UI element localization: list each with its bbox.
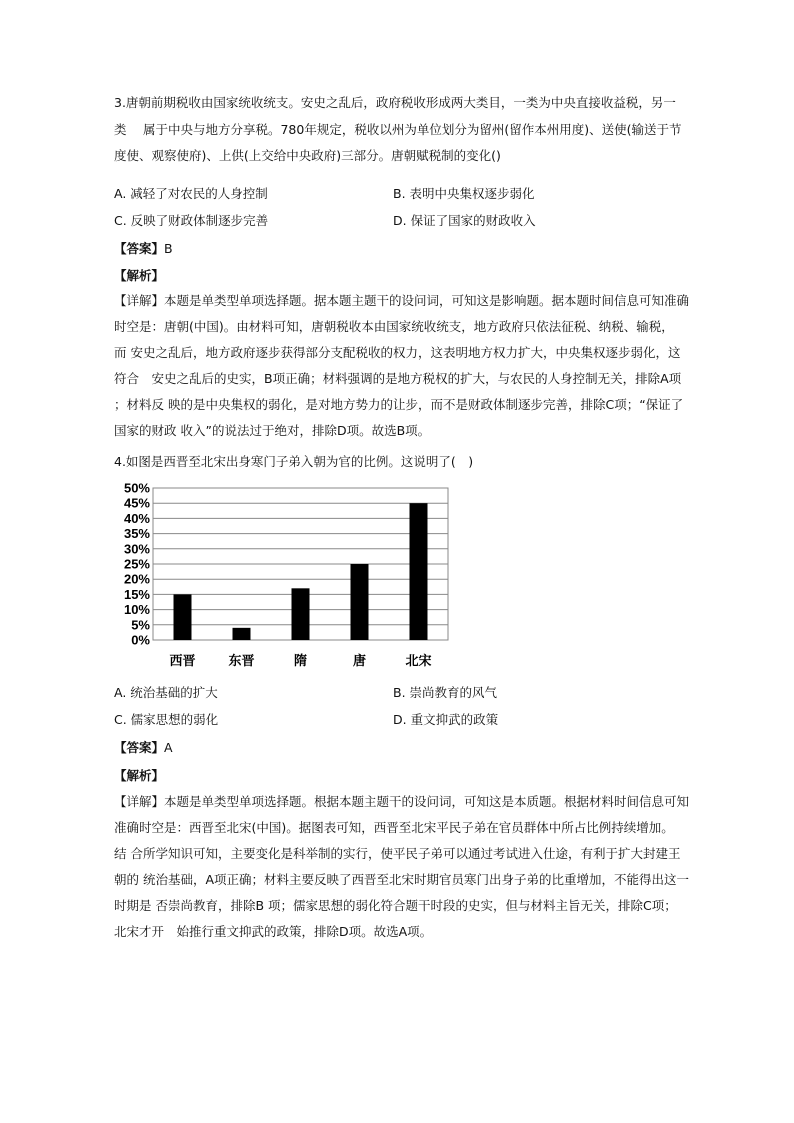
q4-detail-line-2: 准确时空是：西晋至北宋(中国)。据图表可知，西晋至北宋平民子弟在官员群体中所占比例持续增加。 bbox=[114, 820, 674, 835]
y-tick-label: 35% bbox=[123, 526, 150, 542]
bar-3 bbox=[292, 588, 310, 640]
bar-2 bbox=[233, 628, 251, 640]
y-tick-label: 25% bbox=[123, 556, 150, 572]
q4-answer-value: A bbox=[164, 740, 173, 755]
q4-option-c: C. 儒家思想的弱化 bbox=[114, 712, 219, 727]
q3-detail-line-3: 而 安史之乱后，地方政府逐步获得部分支配税收的权力，这表明地方权力扩大，中央集权逐步弱化，这 bbox=[114, 345, 681, 360]
y-tick-label: 30% bbox=[123, 541, 150, 557]
q3-option-a: A. 减轻了对农民的人身控制 bbox=[114, 186, 268, 201]
bar-1 bbox=[174, 594, 192, 640]
q3-answer bbox=[114, 239, 173, 257]
y-tick-label: 50% bbox=[123, 480, 150, 496]
chart-bars bbox=[174, 503, 428, 640]
x-category-label: 西晋 bbox=[169, 654, 196, 669]
q4-detail-line-4: 朝的 统治基础，A项正确；材料主要反映了西晋至北宋时期官员寒门出身子弟的比重增加，不能得出这一 bbox=[114, 872, 690, 887]
q3-option-d: D. 保证了国家的财政收入 bbox=[393, 213, 536, 228]
y-tick-label: 0% bbox=[131, 632, 150, 648]
q3-detail-line-4: 符合 安史之乱后的史实，B项正确；材料强调的是地方税权的扩大，与农民的人身控制无关，排除A项 bbox=[114, 371, 682, 386]
q3-option-c: C. 反映了财政体制逐步完善 bbox=[114, 213, 269, 228]
y-tick-label: 40% bbox=[123, 510, 150, 526]
q4-detail-line-3: 结 合所学知识可知，主要变化是科举制的实行，使平民子弟可以通过考试进入仕途，有利于扩大封建王 bbox=[114, 846, 681, 861]
q3-detail-line-1: 【详解】本题是单类型单项选择题。据本题主题干的设问词，可知这是影响题。据本题时间信息可知准确 bbox=[114, 293, 690, 308]
q4-option-d: D. 重文抑武的政策 bbox=[393, 712, 499, 727]
chart-y-axis bbox=[124, 481, 150, 648]
bar-chart bbox=[110, 478, 460, 673]
q4-detail-line-1: 【详解】本题是单类型单项选择题。根据本题主题干的设问词，可知这是本质题。根据材料时间信息可知 bbox=[114, 794, 690, 809]
y-tick-label: 5% bbox=[131, 617, 150, 633]
q3-detail-line-6: 国家的财政 收入”的说法过于绝对，排除D项。故选B项。 bbox=[114, 423, 431, 438]
y-tick-label: 45% bbox=[123, 495, 150, 511]
y-tick-label: 20% bbox=[123, 571, 150, 587]
q3-stem-line-2: 类 属于中央与地方分享税。780年规定，税收以州为单位划分为留州(留作本州用度)、送使(输送于节 bbox=[114, 122, 682, 137]
q3-answer-label: 【答案】 bbox=[114, 241, 165, 256]
x-category-label: 北宋 bbox=[405, 654, 432, 669]
q4-option-a: A. 统治基础的扩大 bbox=[114, 685, 218, 700]
q3-stem-line-3: 度使、观察使府)、上供(上交给中央政府)三部分。唐朝赋税制的变化() bbox=[114, 148, 501, 163]
q3-answer-value: B bbox=[164, 241, 173, 256]
q4-detail-line-6: 北宋才开 始推行重文抑武的政策，排除D项。故选A项。 bbox=[114, 924, 433, 939]
bar-4 bbox=[351, 564, 369, 640]
q3-analysis-label: 【解析】 bbox=[114, 268, 165, 283]
x-category-label: 唐 bbox=[352, 654, 367, 669]
x-category-label: 东晋 bbox=[228, 654, 255, 669]
q3-stem-line-1: 3.唐朝前期税收由国家统收统支。安史之乱后，政府税收形成两大类目，一类为中央直接收益税，另一 bbox=[114, 95, 676, 110]
y-tick-label: 10% bbox=[123, 602, 150, 618]
q3-detail-line-5: ；材料反 映的是中央集权的弱化，是对地方势力的让步，而不是财政体制逐步完善，排除C项；“保证了 bbox=[114, 397, 684, 412]
q4-option-b: B. 崇尚教育的风气 bbox=[393, 685, 498, 700]
x-category-label: 隋 bbox=[293, 654, 308, 669]
q4-detail-line-5: 时期是 否崇尚教育，排除B 项；儒家思想的弱化符合题干时段的史实，但与材料主旨无关，排除C项； bbox=[114, 898, 677, 913]
chart-x-axis bbox=[169, 653, 431, 669]
q3-option-b: B. 表明中央集权逐步弱化 bbox=[393, 186, 535, 201]
q4-stem: 4.如图是西晋至北宋出身寒门子弟入朝为官的比例。这说明了( ) bbox=[114, 454, 474, 469]
q4-analysis-label: 【解析】 bbox=[114, 768, 165, 783]
bar-5 bbox=[410, 503, 428, 640]
y-tick-label: 15% bbox=[123, 586, 150, 602]
q3-detail-line-2: 时空是：唐朝(中国)。由材料可知，唐朝税收本由国家统收统支，地方政府只依法征税、纳税、输税， bbox=[114, 319, 674, 334]
q4-answer bbox=[114, 738, 173, 756]
q4-answer-label: 【答案】 bbox=[114, 740, 165, 755]
